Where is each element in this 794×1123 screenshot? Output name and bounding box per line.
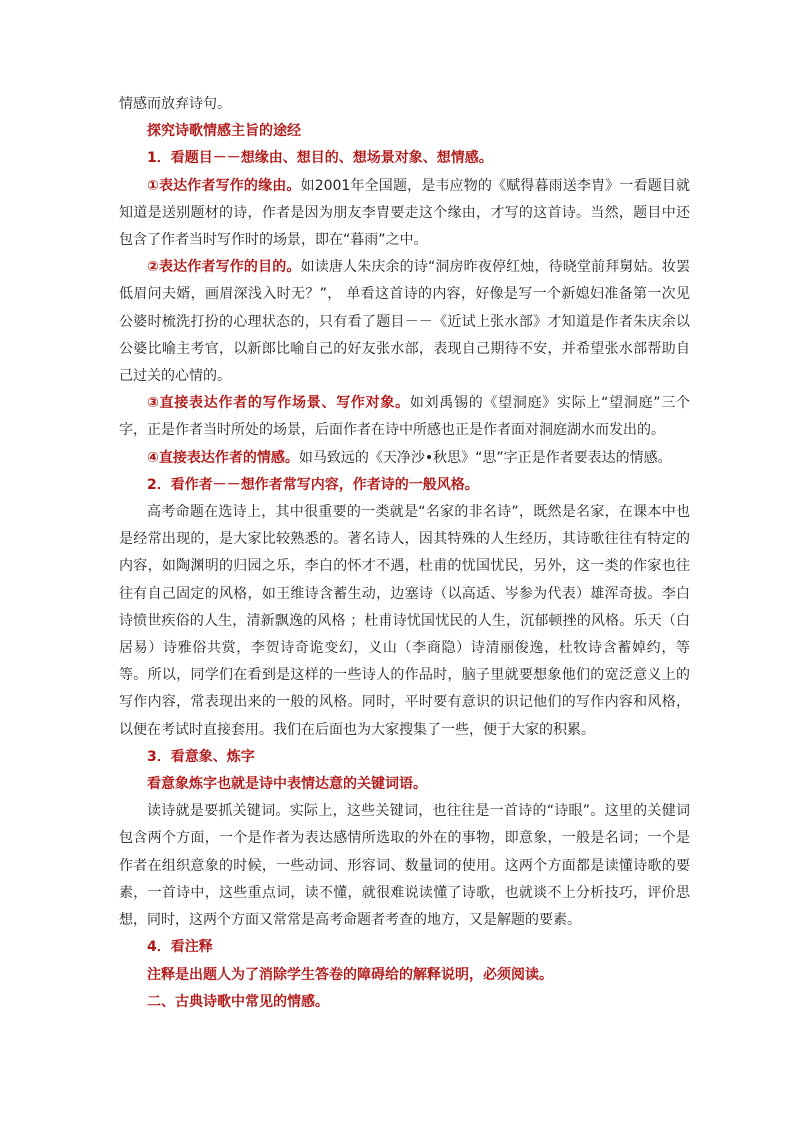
paragraph-reason (119, 173, 690, 255)
subheading-imagery: 3．看意象、炼字 (147, 748, 255, 765)
body-emotion: 如马致远的《天净沙•秋思》“思”字正是作者要表达的情感。 (298, 449, 672, 466)
paragraph-scene (119, 390, 690, 444)
paragraph-emotion (119, 445, 690, 472)
body-scene: 如刘禹锡的《望洞庭》实际上“望洞庭”三个字，正是作者当时所处的场景，后面作者在诗中所感也正是作者面对洞庭湖水而发出的。 (119, 395, 690, 439)
section-heading-common-emotions: 二、古典诗歌中常见的情感。 (147, 993, 329, 1010)
lead-emotion: ④直接表达作者的情感。 (147, 449, 299, 466)
subheading-annotations: 4．看注释 (147, 939, 213, 956)
document-page (119, 91, 690, 1016)
subheading-look-at-title: 1．看题目－－想缘由、想目的、想场景对象、想情感。 (147, 150, 493, 167)
paragraph-author-style: 高考命题在选诗上，其中很重要的一类就是“名家的非名诗”，既然是名家，在课本中也是经常出现的，是大家比较熟悉的。著名诗人，因其特殊的人生经历，其诗歌往往有特定的内容，如陶渊明的归园之乐，李白的怀才不遇，杜甫的忧国忧民，另外，这一类的作家也往往有自己固定的风格，如王维诗含蓄生动，边塞诗（以高适、岑参为代表）雄浑奇拔。李白诗愤世疾俗的人生，清新飘逸的风格 ；杜甫诗忧国忧民的人生，沉郁顿挫的风格。乐天（白居易）诗雅俗共赏，李贺诗奇诡变幻，义山（李商隐）诗清丽俊逸，杜牧诗含蓄婥约，等等。所以，同学们在看到是这样的一些诗人的作品时，脑子里就要想象他们的宽泛意义上的写作内容，常表现出来的一般的风格。同时，平时要有意识的识记他们的写作内容和风格，以便在考试时直接套用。我们在后面也为大家搜集了一些，便于大家的积累。 (119, 504, 690, 738)
bold-note-annotations: 注释是出题人为了消除学生答卷的障碍给的解释说明，必须阅读。 (147, 966, 553, 983)
paragraph-continuation: 情感而放弃诗句。 (119, 96, 231, 112)
bold-note-imagery: 看意象炼字也就是诗中表情达意的关键词语。 (147, 776, 427, 793)
paragraph-purpose (119, 254, 690, 390)
lead-purpose: ②表达作者写作的目的。 (147, 259, 301, 276)
lead-scene: ③直接表达作者的写作场景、写作对象。 (147, 395, 410, 412)
lead-reason: ①表达作者写作的缘由。 (147, 177, 301, 194)
subheading-look-at-author: 2．看作者－－想作者常写内容，作者诗的一般风格。 (147, 476, 479, 493)
body-reason: 如2001年全国题，是韦应物的《赋得暮雨送李胄》一看题目就知道是送别题材的诗，作者是因为朋友李胄要走这个缘由，才写的这首诗。当然，题目中还包含了作者当时写作时的场景，即在“暮雨”之中。 (119, 177, 690, 249)
body-purpose: 如读唐人朱庆余的诗“洞房昨夜停红烛，待晓堂前拜舅姑。妆罢低眉问夫婿，画眉深浅入时无？”， 单看这首诗的内容，好像是写一个新媳妇准备第一次见公婆时梳洗打扮的心理状态的，只有看了题目－－《近试上张水部》才知道是作者朱庆余以公婆比喻主考官，以新郎比喻自己的好友张水部，表现自己期待不安，并希望张水部帮助自己过关的心情的。 (119, 259, 690, 385)
paragraph-keywords: 读诗就是要抓关键词。实际上，这些关键词，也往往是一首诗的“诗眼”。这里的关健词包含两个方面，一个是作者为表达感情所选取的外在的事物，即意象，一般是名词；一个是作者在组织意象的时候，一些动词、形容词、数量词的使用。这两个方面都是读懂诗歌的要素，一首诗中，这些重点词，读不懂，就很难说读懂了诗歌，也就谈不上分析技巧，评价思想，同时，这两个方面又常常是高考命题者考查的地方，又是解题的要素。 (119, 803, 690, 929)
section-heading-approaches: 探究诗歌情感主旨的途经 (147, 123, 301, 140)
